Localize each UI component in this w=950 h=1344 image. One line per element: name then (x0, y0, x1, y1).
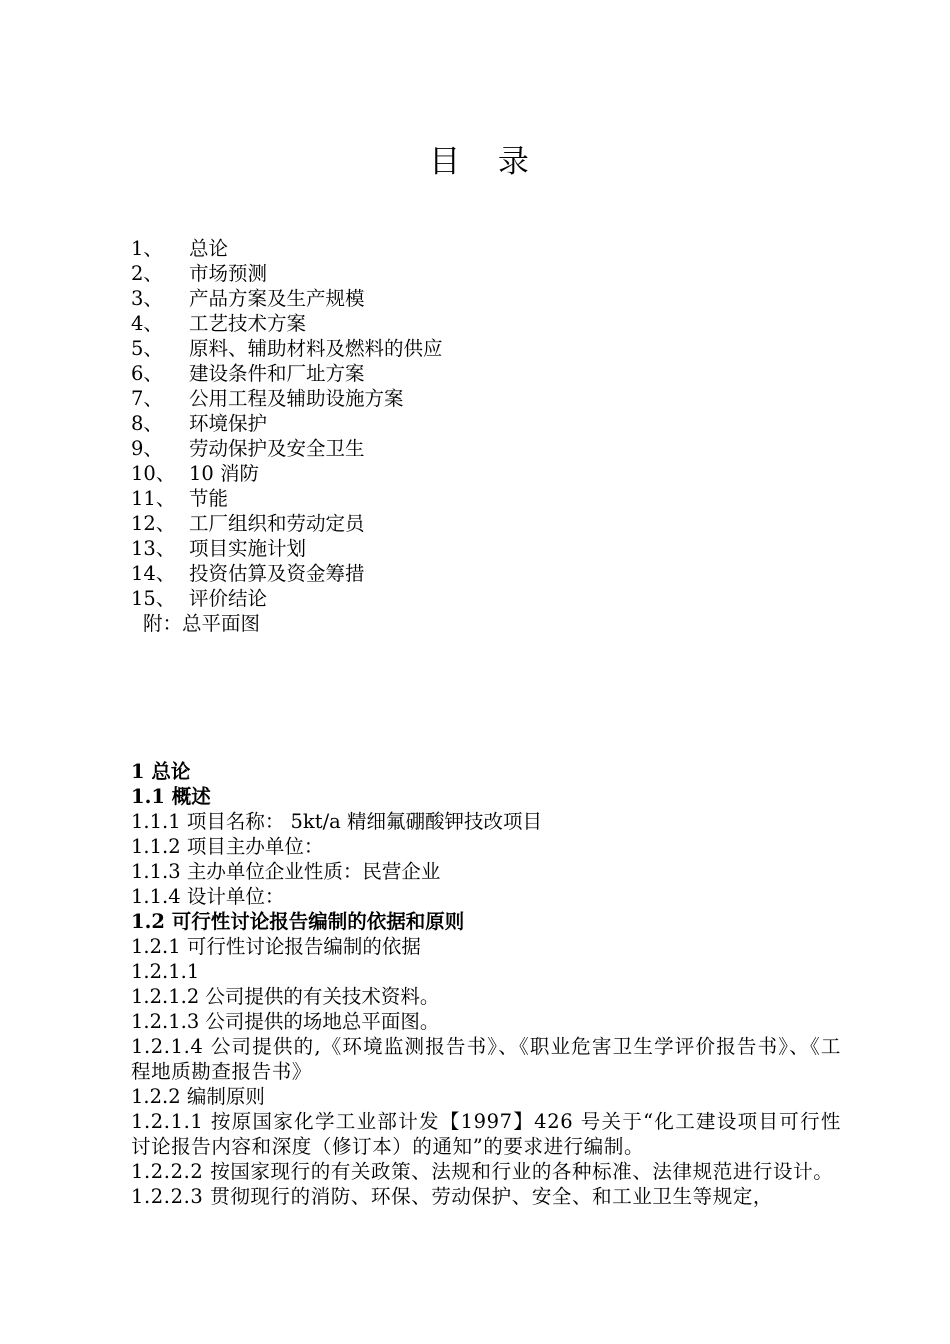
toc-item-number: 13、 (131, 537, 176, 560)
toc-item (131, 586, 443, 611)
paragraph: 1.1.1 项目名称： 5kt/a 精细氟硼酸钾技改项目 (131, 810, 542, 833)
toc-item (131, 486, 443, 511)
toc-item (131, 236, 443, 261)
toc-title: 目 录 (429, 144, 543, 180)
toc-item-text: 工艺技术方案 (189, 312, 307, 335)
toc-item (131, 536, 443, 561)
toc-item-number: 4、 (131, 312, 163, 335)
toc-item-text: 节能 (189, 487, 229, 510)
toc-item-text: 市场预测 (189, 262, 268, 285)
section-heading: 1 总论 (131, 760, 191, 783)
toc-item-text: 总论 (189, 237, 229, 260)
toc-list (131, 236, 443, 636)
toc-item (131, 311, 443, 336)
paragraph: 1.1.2 项目主办单位： (131, 835, 324, 858)
toc-item (131, 436, 443, 461)
toc-item-number: 1、 (131, 237, 163, 260)
paragraph: 1.2.1.1 (131, 960, 200, 983)
section-1-body (131, 759, 841, 1209)
subsection-heading: 1.1 概述 (131, 785, 211, 808)
paragraph: 1.2.1.3 公司提供的场地总平面图。 (131, 1010, 440, 1033)
toc-item-text: 建设条件和厂址方案 (189, 362, 365, 385)
toc-item-text: 产品方案及生产规模 (189, 287, 365, 310)
toc-item-text: 原料、辅助材料及燃料的供应 (189, 337, 443, 360)
toc-item-text: 劳动保护及安全卫生 (189, 437, 365, 460)
toc-item (131, 461, 443, 486)
toc-item-number: 8、 (131, 412, 163, 435)
toc-item-number: 3、 (131, 287, 163, 310)
paragraph: 1.2.2.2 按国家现行的有关政策、法规和行业的各种标准、法律规范进行设计。 (131, 1160, 834, 1183)
toc-item-number: 15、 (131, 587, 176, 610)
subsection-heading: 1.2 可行性讨论报告编制的依据和原则 (131, 910, 465, 933)
paragraph: 1.1.4 设计单位： (131, 885, 285, 908)
toc-item (131, 261, 443, 286)
toc-item-number: 2、 (131, 262, 163, 285)
toc-item-text: 工厂组织和劳动定员 (189, 512, 365, 535)
toc-item-number: 10、 (131, 462, 176, 485)
toc-item-text: 10 消防 (189, 462, 260, 485)
toc-item-text: 环境保护 (189, 412, 268, 435)
toc-item (131, 411, 443, 436)
toc-item-number: 14、 (131, 562, 176, 585)
toc-item-number: 12、 (131, 512, 176, 535)
paragraph: 1.2.1.1 按原国家化学工业部计发【1997】426 号关于“化工建设项目可行性讨论报告内容和深度（修订本）的通知”的要求进行编制。 (131, 1110, 841, 1158)
paragraph: 1.2.2.3 贯彻现行的消防、环保、劳动保护、安全、和工业卫生等规定， (131, 1185, 774, 1208)
paragraph: 1.2.1 可行性讨论报告编制的依据 (131, 935, 421, 958)
toc-item-number: 9、 (131, 437, 163, 460)
toc-item-number: 6、 (131, 362, 163, 385)
toc-item (131, 336, 443, 361)
toc-item-number: 11、 (131, 487, 176, 510)
toc-item (131, 561, 443, 586)
toc-item (131, 361, 443, 386)
toc-item (131, 286, 443, 311)
toc-item-text: 项目实施计划 (189, 537, 307, 560)
toc-item (131, 386, 443, 411)
toc-item (131, 511, 443, 536)
paragraph: 1.2.2 编制原则 (131, 1085, 265, 1108)
toc-item-text: 投资估算及资金筹措 (189, 562, 365, 585)
toc-item-number: 5、 (131, 337, 163, 360)
paragraph: 1.2.1.4 公司提供的,《环境监测报告书》、《职业危害卫生学评价报告书》、《工程地质勘查报告书》 (131, 1035, 841, 1083)
paragraph: 1.2.1.2 公司提供的有关技术资料。 (131, 985, 440, 1008)
toc-item-text: 评价结论 (189, 587, 268, 610)
paragraph: 1.1.3 主办单位企业性质：民营企业 (131, 860, 441, 883)
toc-appendix: 附：总平面图 (143, 612, 261, 635)
toc-item-number: 7、 (131, 387, 163, 410)
toc-item-text: 公用工程及辅助设施方案 (189, 387, 404, 410)
